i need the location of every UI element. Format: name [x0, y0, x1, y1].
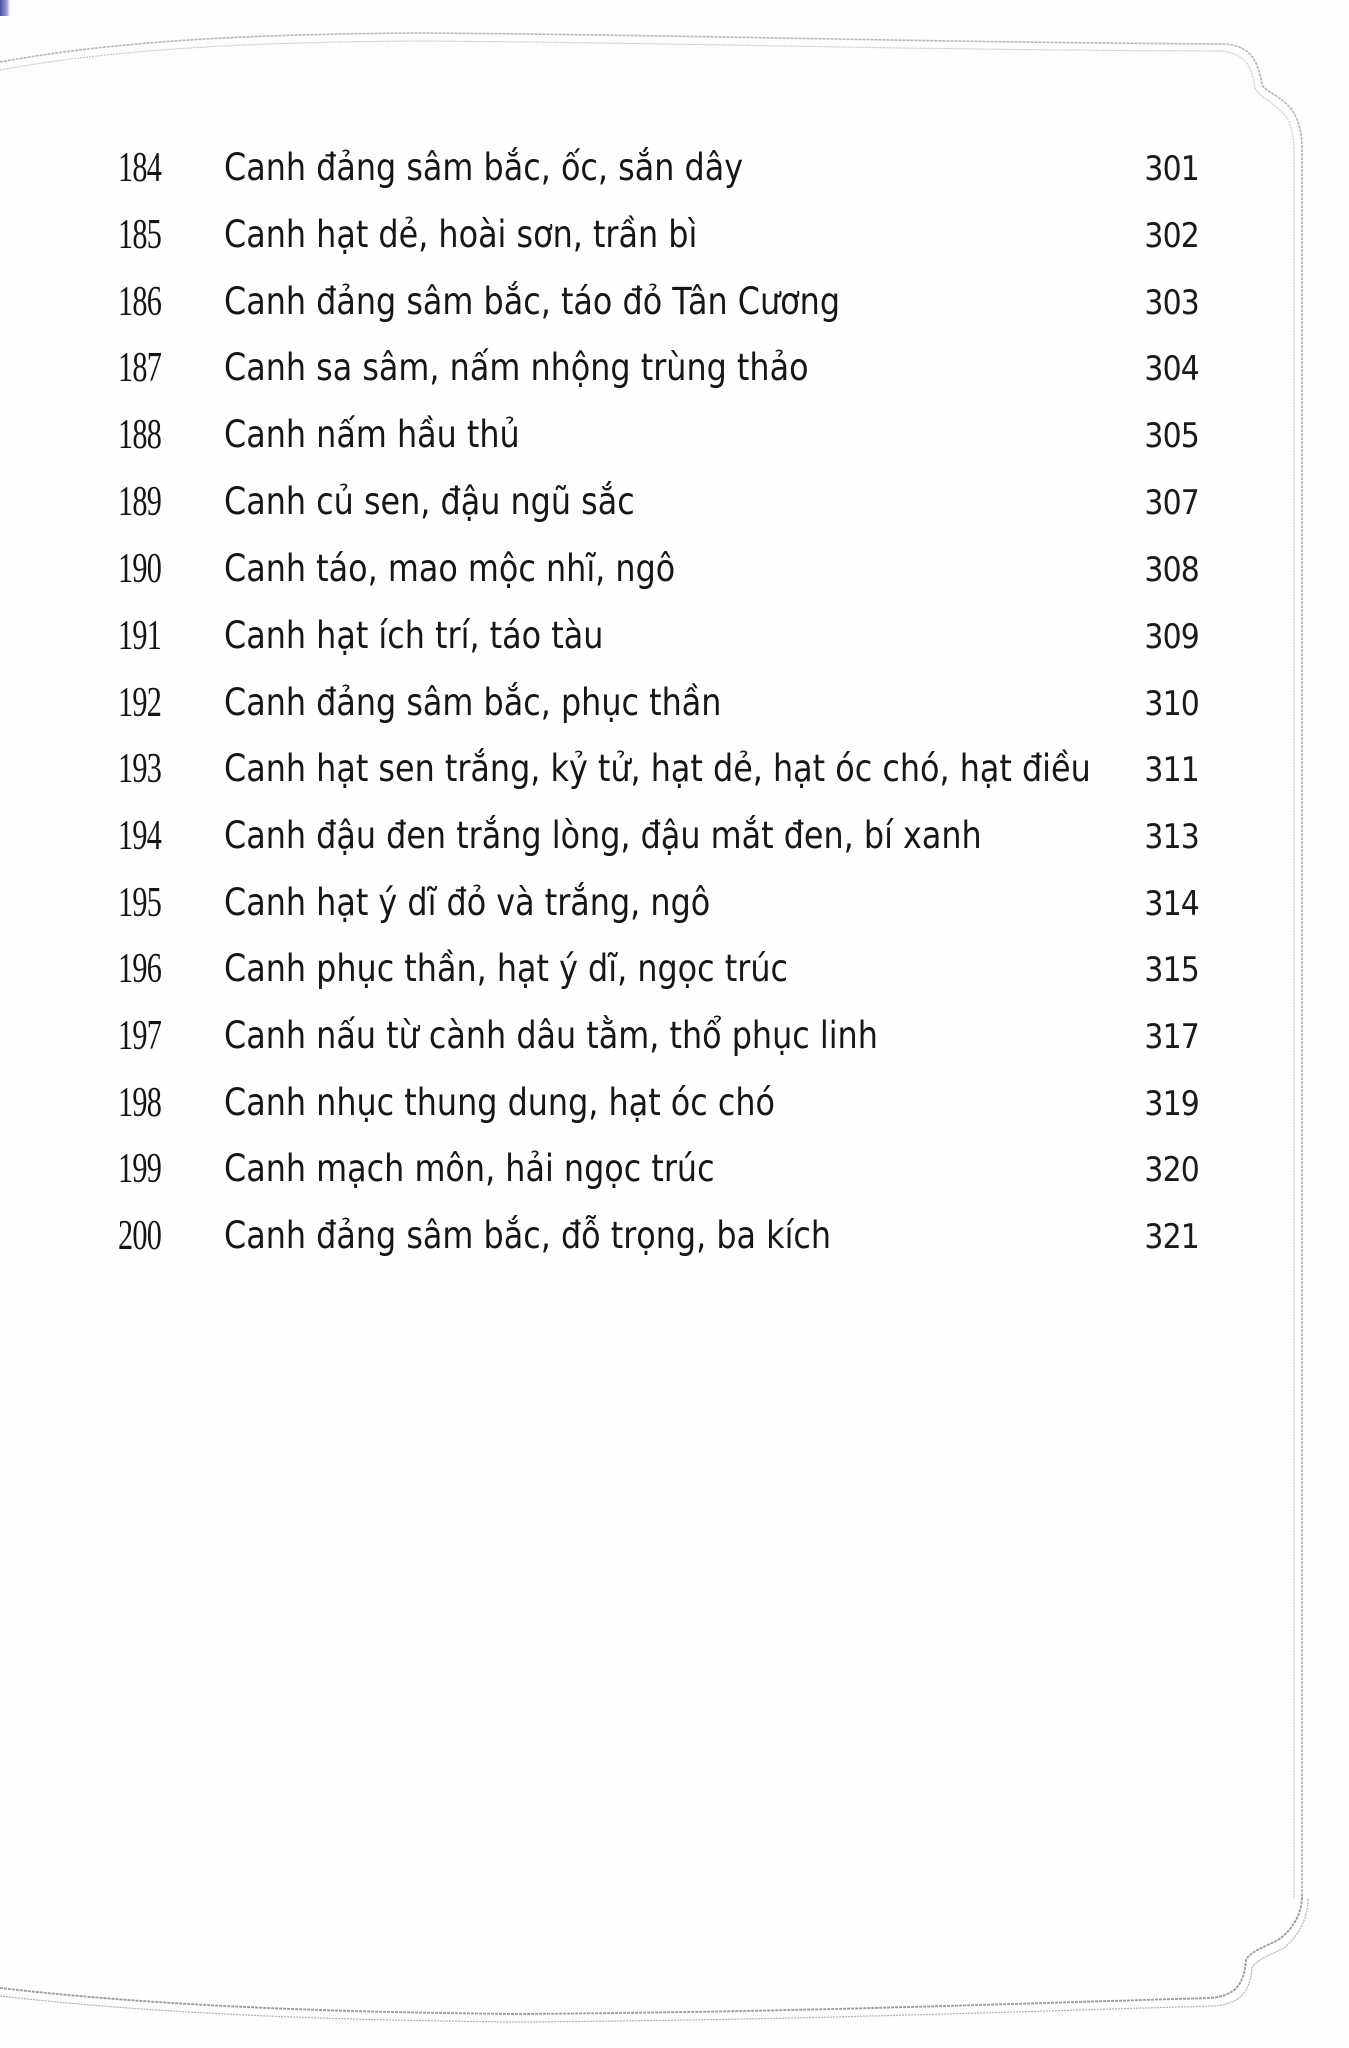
toc-entry[interactable]	[0, 873, 1349, 933]
toc-entry-title: Canh hạt sen trắng, kỷ tử, hạt dẻ, hạt óc chó, hạt điều	[224, 747, 1091, 790]
toc-entry[interactable]	[0, 472, 1349, 532]
toc-entry[interactable]	[0, 138, 1349, 198]
toc-entry[interactable]	[0, 405, 1349, 465]
toc-entry-number: 190	[118, 546, 162, 592]
toc-entry-page: 320	[1144, 1150, 1199, 1190]
toc-entry[interactable]	[0, 272, 1349, 332]
toc-entry-title: Canh sa sâm, nấm nhộng trùng thảo	[224, 346, 809, 389]
toc-entry-page: 305	[1144, 416, 1199, 456]
toc-entry-number: 189	[118, 479, 162, 525]
toc-entry[interactable]	[0, 539, 1349, 599]
toc-entry[interactable]	[0, 1139, 1349, 1199]
toc-entry-title: Canh đảng sâm bắc, táo đỏ Tân Cương	[224, 280, 841, 323]
toc-entry-page: 303	[1144, 283, 1199, 323]
toc-entry-title: Canh hạt dẻ, hoài sơn, trần bì	[224, 213, 698, 256]
toc-entry-number: 196	[118, 946, 162, 992]
toc-entry-number: 188	[118, 412, 162, 458]
toc-entry-title: Canh củ sen, đậu ngũ sắc	[224, 480, 635, 523]
toc-entry-number: 193	[118, 746, 162, 792]
toc-entry-title: Canh nấm hầu thủ	[224, 413, 520, 456]
toc-entry-page: 314	[1144, 884, 1199, 924]
toc-entry-number: 195	[118, 880, 162, 926]
toc-entry[interactable]	[0, 673, 1349, 733]
toc-entry[interactable]	[0, 806, 1349, 866]
toc-entry-number: 184	[118, 145, 162, 191]
toc-entry-title: Canh đậu đen trắng lòng, đậu mắt đen, bí xanh	[224, 814, 982, 857]
toc-entry[interactable]	[0, 1073, 1349, 1133]
toc-entry-page: 315	[1144, 950, 1199, 990]
toc-entry[interactable]	[0, 739, 1349, 799]
toc-entry-number: 199	[118, 1146, 162, 1192]
toc-entry-number: 191	[118, 613, 162, 659]
toc-entry-page: 313	[1144, 817, 1199, 857]
toc-entry[interactable]	[0, 1006, 1349, 1066]
toc-entry-title: Canh táo, mao mộc nhĩ, ngô	[224, 547, 676, 590]
toc-entry-page: 304	[1144, 349, 1199, 389]
toc-entry-page: 301	[1144, 149, 1199, 189]
toc-entry-number: 185	[118, 212, 162, 258]
toc-entry-title: Canh hạt ý dĩ đỏ và trắng, ngô	[224, 881, 711, 924]
toc-entry-number: 198	[118, 1080, 162, 1126]
toc-entry-title: Canh mạch môn, hải ngọc trúc	[224, 1147, 715, 1190]
toc-entry[interactable]	[0, 338, 1349, 398]
toc-entry-number: 187	[118, 345, 162, 391]
toc-entry-page: 319	[1144, 1084, 1199, 1124]
toc-entry-number: 197	[118, 1013, 162, 1059]
toc-entry-title: Canh nấu từ cành dâu tằm, thổ phục linh	[224, 1014, 878, 1057]
toc-entry-number: 200	[118, 1213, 162, 1259]
toc-entry-page: 311	[1144, 750, 1199, 790]
toc-entry-title: Canh hạt ích trí, táo tàu	[224, 614, 604, 657]
toc-entry[interactable]	[0, 1206, 1349, 1266]
toc-entry-page: 308	[1144, 550, 1199, 590]
toc-entry-page: 310	[1144, 684, 1199, 724]
toc-entry-page: 317	[1144, 1017, 1199, 1057]
toc-entry-page: 302	[1144, 216, 1199, 256]
toc-entry-title: Canh đảng sâm bắc, phục thần	[224, 681, 722, 724]
toc-entry-number: 192	[118, 680, 162, 726]
toc-entry-page: 307	[1144, 483, 1199, 523]
toc-entry-page: 309	[1144, 617, 1199, 657]
toc-entry-title: Canh đảng sâm bắc, đỗ trọng, ba kích	[224, 1214, 832, 1257]
toc-entry[interactable]	[0, 205, 1349, 265]
scan-edge-artifact	[0, 0, 10, 16]
toc-entry[interactable]	[0, 606, 1349, 666]
toc-entry[interactable]	[0, 939, 1349, 999]
toc-entry-number: 186	[118, 279, 162, 325]
toc-entry-number: 194	[118, 813, 162, 859]
toc-entry-title: Canh đảng sâm bắc, ốc, sắn dây	[224, 146, 744, 189]
toc-entry-title: Canh nhục thung dung, hạt óc chó	[224, 1081, 776, 1124]
toc-entry-page: 321	[1144, 1217, 1199, 1257]
toc-entry-title: Canh phục thần, hạt ý dĩ, ngọc trúc	[224, 947, 788, 990]
